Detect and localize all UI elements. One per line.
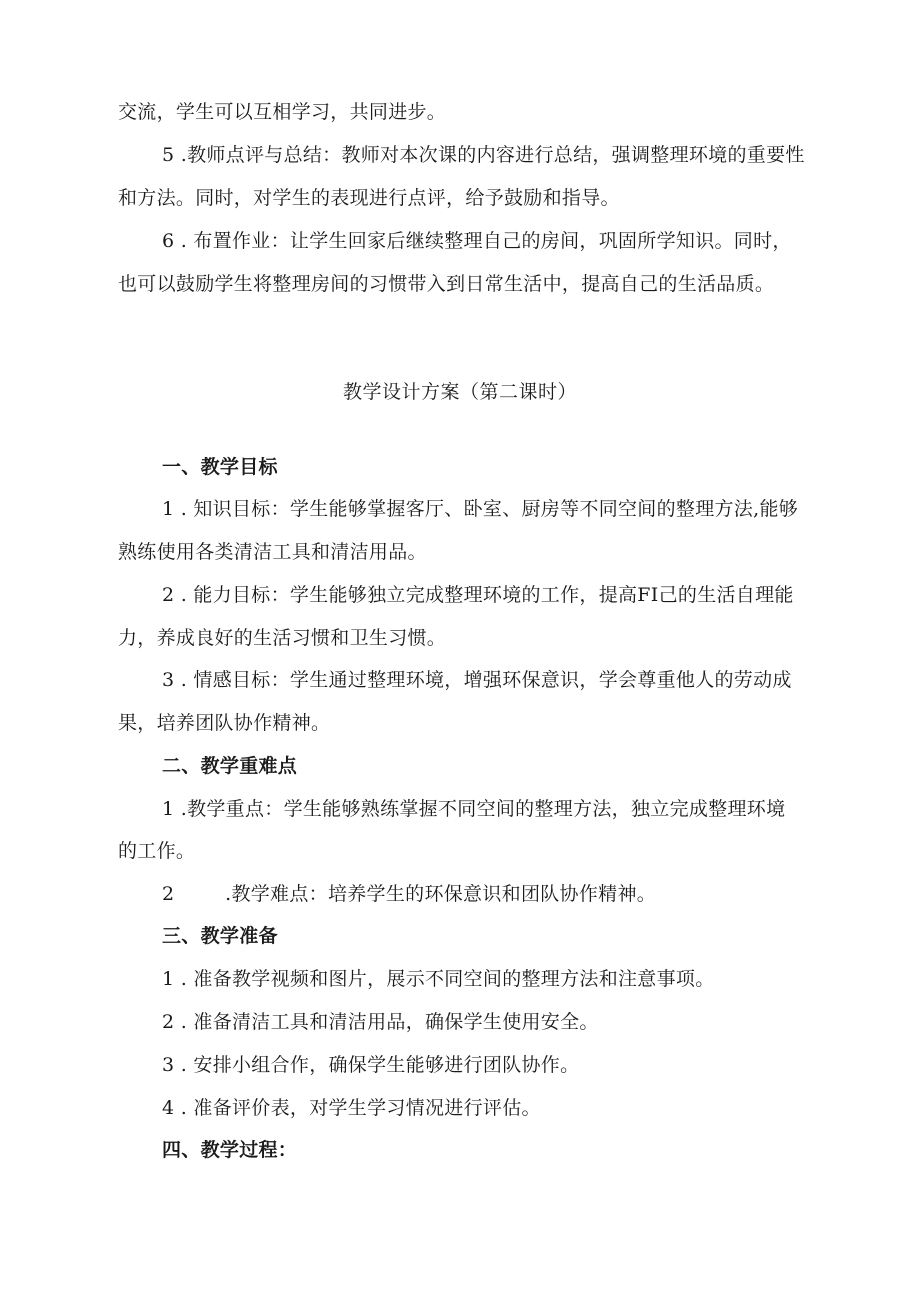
paragraph-line: 交流，学生可以互相学习，共同进步。 — [118, 101, 447, 123]
section-heading-process: 四、教学过程： — [162, 1139, 298, 1161]
paragraph-line: 2 .教学难点：培养学生的环保意识和团队协作精神。 — [162, 883, 657, 905]
paragraph-line: 果，培养团队协作精神。 — [118, 712, 331, 734]
section-heading-preparation: 三、教学准备 — [162, 925, 278, 947]
list-item: 2 . 准备清洁工具和清洁用品，确保学生使用安全。 — [162, 1011, 599, 1033]
list-item: 3 . 安排小组合作，确保学生能够进行团队协作。 — [162, 1054, 580, 1076]
paragraph-line: 也可以鼓励学生将整理房间的习惯带入到日常生活中，提高自己的生活品质。 — [118, 273, 775, 295]
paragraph-line: 6 . 布置作业：让学生回家后继续整理自己的房间，巩固所学知识。同时， — [162, 230, 792, 252]
list-item: 4 . 准备评价表，对学生学习情况进行评估。 — [162, 1097, 541, 1119]
paragraph-line: 2 . 能力目标：学生能够独立完成整理环境的工作，提高FI己的生活自理能 — [162, 584, 794, 606]
document-title: 教学设计方案（第二课时） — [342, 381, 577, 403]
paragraph-line: 5 .教师点评与总结：教师对本次课的内容进行总结，强调整理环境的重要性 — [162, 144, 805, 166]
paragraph-line: 力，养成良好的生活习惯和卫生习惯。 — [118, 627, 447, 649]
section-heading-key-points: 二、教学重难点 — [162, 755, 298, 777]
paragraph-line: 1 . 知识目标：学生能够掌握客厅、卧室、厨房等不同空间的整理方法,能够 — [162, 498, 799, 520]
section-heading-objectives: 一、教学目标 — [162, 456, 278, 478]
paragraph-line: 的工作。 — [118, 840, 196, 862]
paragraph-line: 熟练使用各类清洁工具和清洁用品。 — [118, 541, 427, 563]
paragraph-line: 1 .教学重点：学生能够熟练掌握不同空间的整理方法，独立完成整理环境 — [162, 798, 786, 820]
paragraph-line: 3 . 情感目标：学生通过整理环境，增强环保意识，学会尊重他人的劳动成 — [162, 669, 792, 691]
paragraph-line: 和方法。同时，对学生的表现进行点评，给予鼓励和指导。 — [118, 187, 620, 209]
list-item: 1 . 准备教学视频和图片，展示不同空间的整理方法和注意事项。 — [162, 968, 715, 990]
